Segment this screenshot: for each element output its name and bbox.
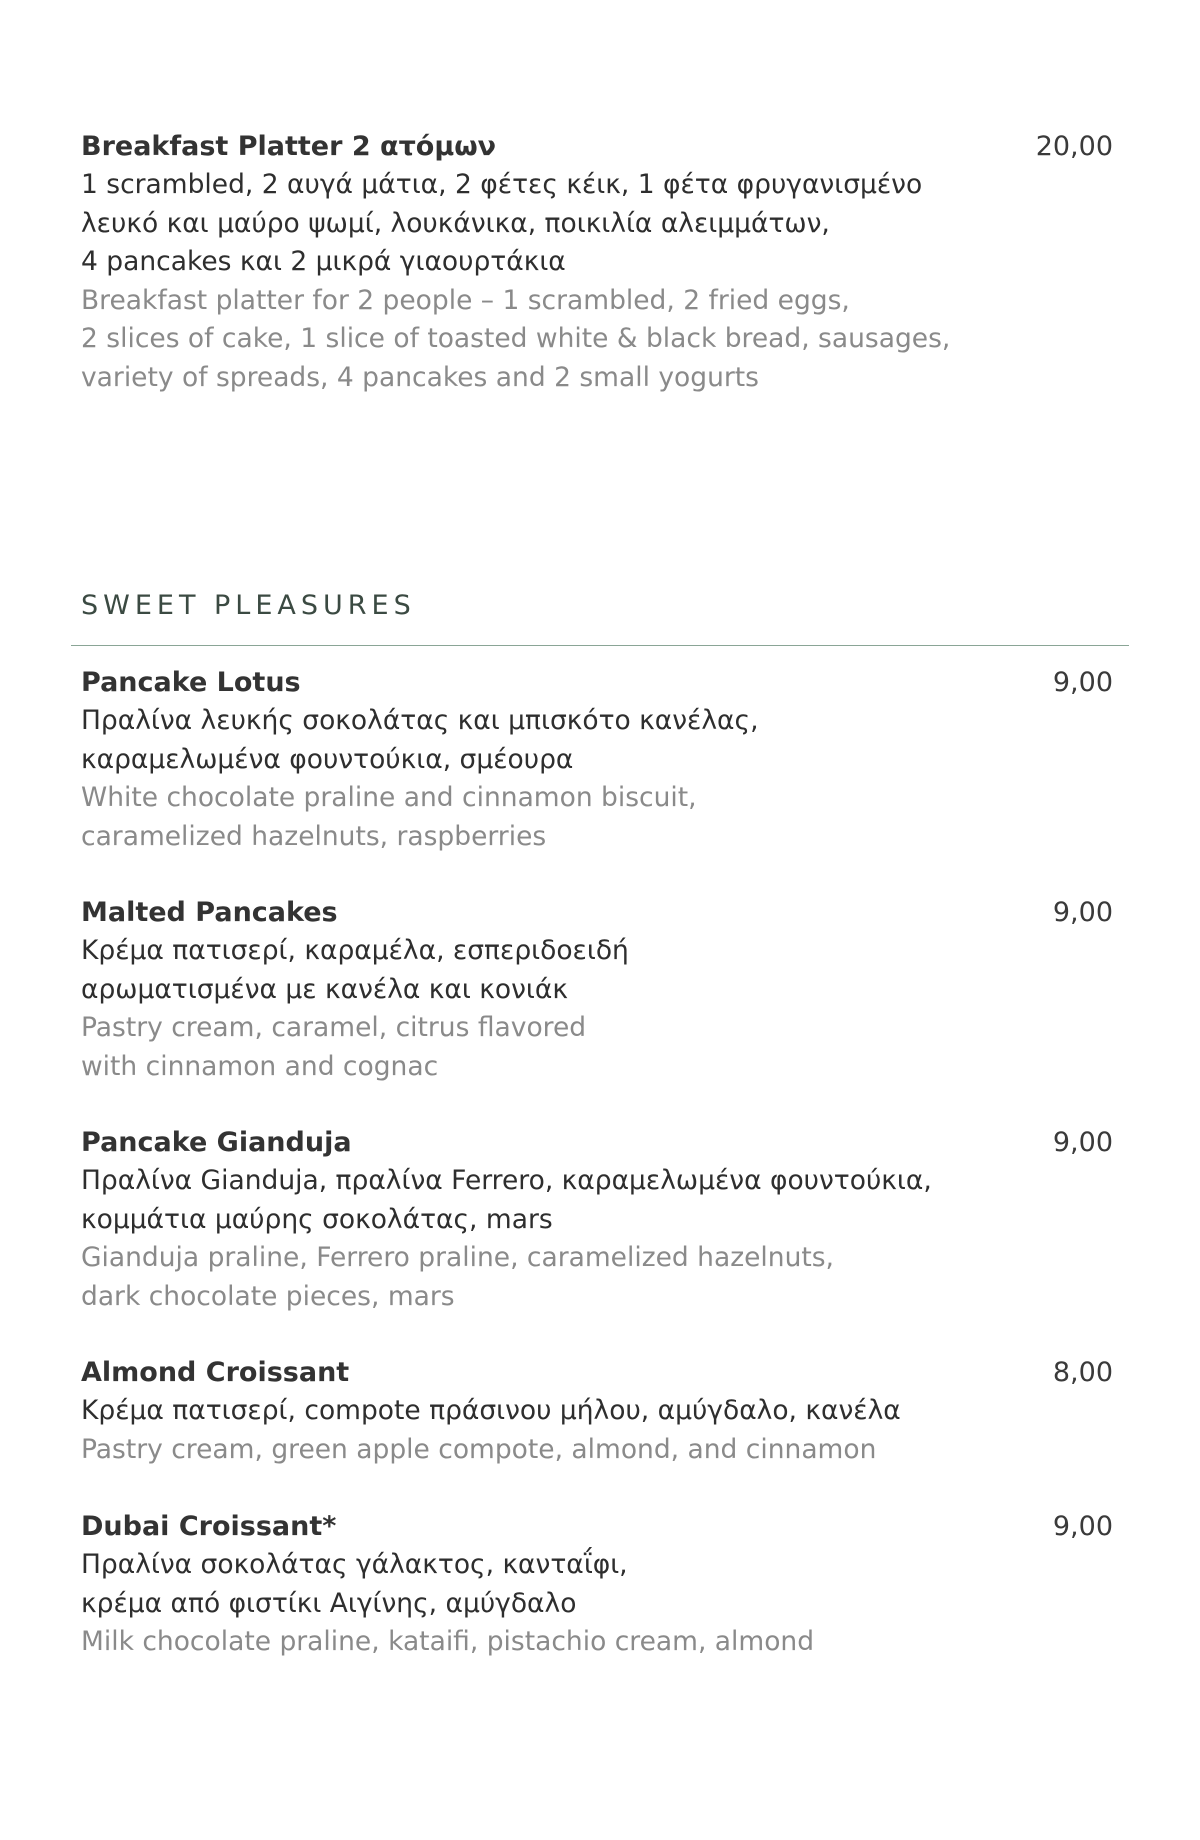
menu-item-name: Pancake Gianduja — [81, 1127, 352, 1158]
english-description-line: Pastry cream, green apple compote, almond, and cinnamon — [81, 1433, 877, 1465]
menu-item-name: Dubai Croissant* — [81, 1511, 337, 1542]
menu-item-price: 20,00 — [1035, 131, 1113, 162]
greek-description-line: Πραλίνα λευκής σοκολάτας και μπισκότο κανέλας, — [81, 705, 759, 736]
menu-item-price: 8,00 — [1052, 1357, 1113, 1388]
menu-item-breakfast-platter — [81, 128, 1113, 397]
greek-description-line: λευκό και μαύρο ψωμί, λουκάνικα, ποικιλία αλειμμάτων, — [81, 207, 830, 239]
menu-item-price: 9,00 — [1052, 1511, 1113, 1542]
greek-description-line: Πραλίνα σοκολάτας γάλακτος, κανταΐφι, — [81, 1549, 628, 1580]
menu-item-header — [81, 894, 1113, 932]
menu-item-pancake-gianduja — [81, 1124, 1113, 1316]
menu-item-header — [81, 664, 1113, 702]
greek-description-line: Κρέμα πατισερί, καραμέλα, εσπεριδοειδή — [81, 935, 629, 966]
english-description-line: Breakfast platter for 2 people – 1 scrambled, 2 fried eggs, — [81, 284, 850, 316]
greek-description-line: καραμελωμένα φουντούκια, σμέουρα — [81, 743, 574, 775]
menu-item-header — [81, 1124, 1113, 1162]
english-description-line: Pastry cream, caramel, citrus flavored — [81, 1012, 587, 1043]
greek-description-line: 1 scrambled, 2 αυγά μάτια, 2 φέτες κέικ, 1 φέτα φρυγανισμένο — [81, 169, 923, 200]
greek-description-line: 4 pancakes και 2 μικρά γιαουρτάκια — [81, 246, 566, 277]
section-title: SWEET PLEASURES — [81, 590, 416, 621]
menu-item-name: Breakfast Platter 2 ατόμων — [81, 131, 497, 162]
greek-description-line: κομμάτια μαύρης σοκολάτας, mars — [81, 1203, 553, 1235]
english-description-line: caramelized hazelnuts, raspberries — [81, 820, 547, 852]
english-description-line: 2 slices of cake, 1 slice of toasted white & black bread, sausages, — [81, 323, 951, 354]
menu-item-almond-croissant — [81, 1354, 1113, 1469]
english-description-line: Gianduja praline, Ferrero praline, caramelized hazelnuts, — [81, 1242, 834, 1273]
greek-description-line: Κρέμα πατισερί, compote πράσινου μήλου, αμύγδαλο, κανέλα — [81, 1395, 901, 1426]
menu-item-header — [81, 1508, 1113, 1546]
menu-item-name: Almond Croissant — [81, 1357, 350, 1388]
greek-description-line: αρωματισμένα με κανέλα και κονιάκ — [81, 973, 568, 1005]
greek-description-line: Πραλίνα Gianduja, πραλίνα Ferrero, καραμελωμένα φουντούκια, — [81, 1165, 932, 1196]
menu-item-name: Pancake Lotus — [81, 667, 301, 698]
menu-item-malted-pancakes — [81, 894, 1113, 1086]
menu-item-dubai-croissant — [81, 1508, 1113, 1662]
english-description-line: variety of spreads, 4 pancakes and 2 small yogurts — [81, 361, 759, 393]
section-divider — [71, 645, 1129, 646]
english-description-line: dark chocolate pieces, mars — [81, 1280, 455, 1312]
menu-item-header — [81, 1354, 1113, 1392]
english-description-line: Milk chocolate praline, kataifi, pistachio cream, almond — [81, 1626, 815, 1657]
menu-item-pancake-lotus — [81, 664, 1113, 856]
english-description-line: with cinnamon and cognac — [81, 1050, 439, 1082]
greek-description-line: κρέμα από φιστίκι Αιγίνης, αμύγδαλο — [81, 1587, 577, 1619]
menu-item-header — [81, 128, 1113, 166]
menu-item-price: 9,00 — [1052, 897, 1113, 928]
english-description-line: White chocolate praline and cinnamon biscuit, — [81, 782, 697, 813]
menu-item-name: Malted Pancakes — [81, 897, 338, 928]
menu-item-price: 9,00 — [1052, 667, 1113, 698]
menu-item-price: 9,00 — [1052, 1127, 1113, 1158]
